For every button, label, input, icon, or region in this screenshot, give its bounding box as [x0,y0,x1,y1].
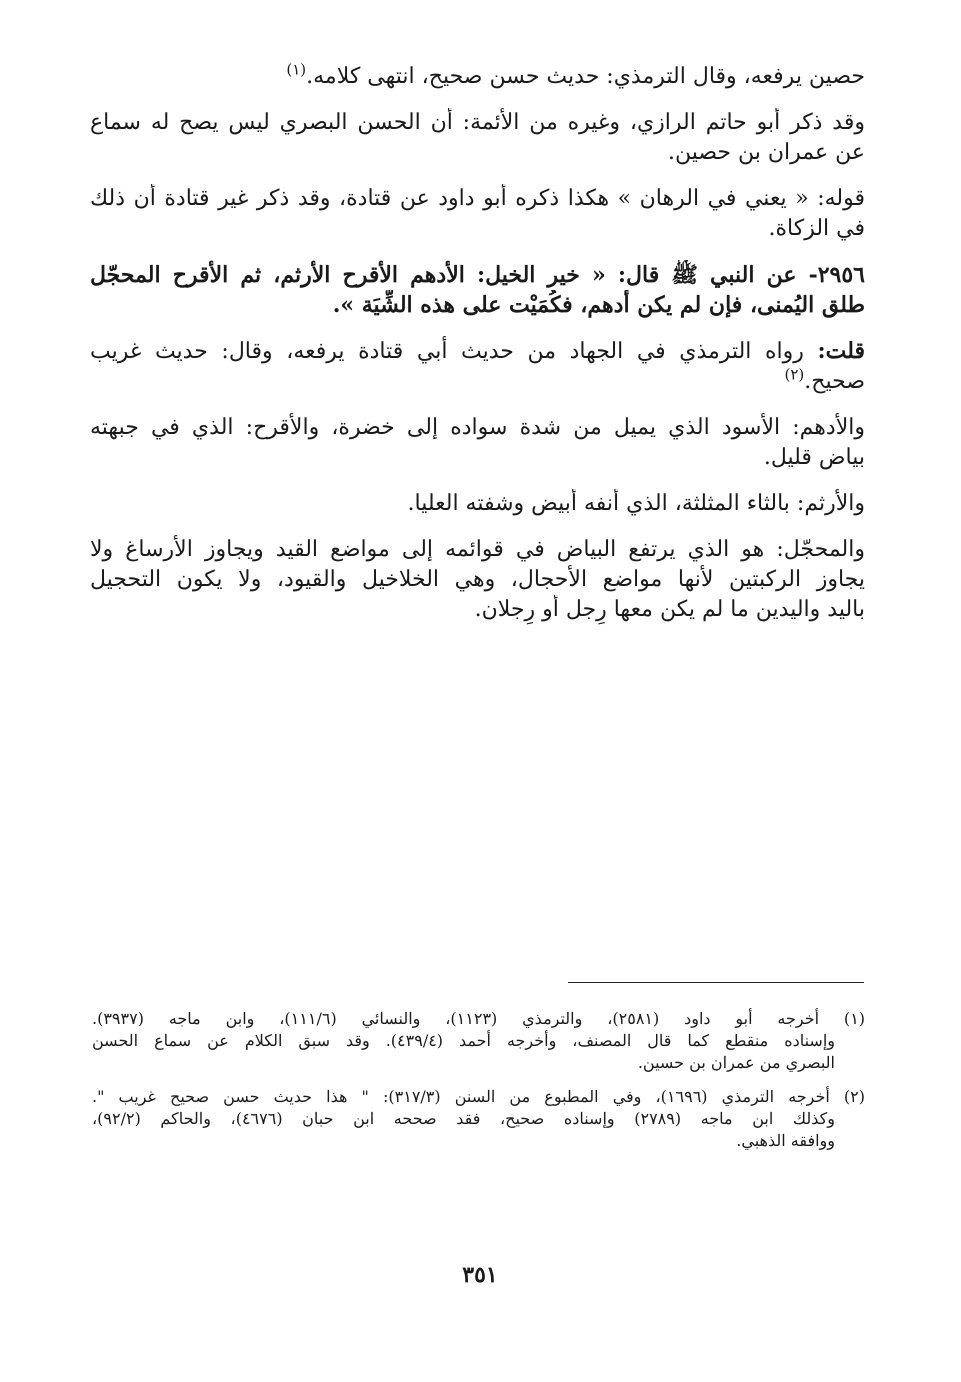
text-line: عن عمران بن حصين. [667,140,865,165]
footnote-line: (٢) أخرجه الترمذي (١٦٩٦)، وفي المطبوع من السنن (٣١٧/٣): " هذا حديث حسن صحيح غريب ". [92,1087,865,1106]
text-line: صحيح.$^{(٢)}$ [784,367,865,394]
lead-word: قلت: [817,338,865,364]
paragraph-4 [90,336,865,397]
text-line: قلت: رواه الترمذي في الجهاد من حديث أبي قتادة يرفعه، وقال: حديث غريب [90,338,865,364]
footnote-line: البصري من عمران بن حسين. [637,1053,835,1072]
footnote-line: وإسناده منقطع كما قال المصنف، وأخرجه أحمد (٤٣٩/٤). وقد سبق الكلام عن سماع الحسن [92,1031,835,1050]
text-line: بياض قليل. [763,445,865,470]
text-line: طلق اليُمنى، فإن لم يكن أدهم، فكُمَيْت على هذه الشِّيَة ». [332,292,865,318]
text-line: يجاوز الركبتين لأنها مواضع الأحجال، وهي الخلاخيل والقيود، ولا يكون التحجيل [90,567,865,592]
main-text [90,62,865,641]
paragraph-2 [90,108,865,168]
paragraph-1 [90,62,865,92]
text-line: وقد ذكر أبو حاتم الرازي، وغيره من الأئمة: أن الحسن البصري ليس يصح له سماع [90,110,865,135]
paragraph-7 [90,535,865,625]
footnote-line: وكذلك ابن ماجه (٢٧٨٩) وإسناده صحيح، فقد صححه ابن حبان (٤٦٧٦)، والحاكم (٩٢/٢)، [92,1109,835,1128]
footnotes [92,1008,865,1164]
text-line: والأدهم: الأسود الذي يميل من شدة سواده إلى خضرة، والأقرح: الذي في جبهته [90,415,865,440]
text-line: والمحجّل: هو الذي يرتفع البياض في قوائمه إلى مواضع القيد ويجاوز الأرساغ ولا [90,537,865,562]
footnote-line: (١) أخرجه أبو داود (٢٥٨١)، والترمذي (١١٢٣)، والنسائي (١١١/٦)، وابن ماجه (٣٩٣٧). [92,1009,865,1028]
text-line: والأرثم: بالثاء المثلثة، الذي أنفه أبيض وشفته العليا. [407,491,865,516]
paragraph-6 [90,489,865,519]
text-line: باليد واليدين ما لم يكن معها رِجل أو رِجلان. [474,597,865,622]
text-line: في الزكاة. [768,216,865,241]
hadith-2956 [90,260,865,320]
paragraph-5 [90,413,865,473]
text-line: ٢٩٥٦- عن النبي ﷺ قال: « خير الخيل: الأدهم الأقرح الأرثم، ثم الأقرح المحجّل [90,262,865,288]
footnote-ref-2[interactable]: (٢) [784,367,805,384]
footnote-separator [568,982,864,983]
footnote-ref-1[interactable]: (١) [286,62,307,79]
text-line: قوله: « يعني في الرهان » هكذا ذكره أبو داود عن قتادة، وقد ذكر غير قتادة أن ذلك [90,186,865,211]
footnote-2 [92,1086,865,1152]
paragraph-3 [90,184,865,244]
text-line: حصين يرفعه، وقال الترمذي: حديث حسن صحيح، انتهى كلامه.$^{(١)}$ [286,62,865,89]
page-number: ٣٥١ [462,1262,498,1288]
footnote-line: ووافقه الذهبي. [736,1131,835,1150]
footnote-1 [92,1008,865,1074]
